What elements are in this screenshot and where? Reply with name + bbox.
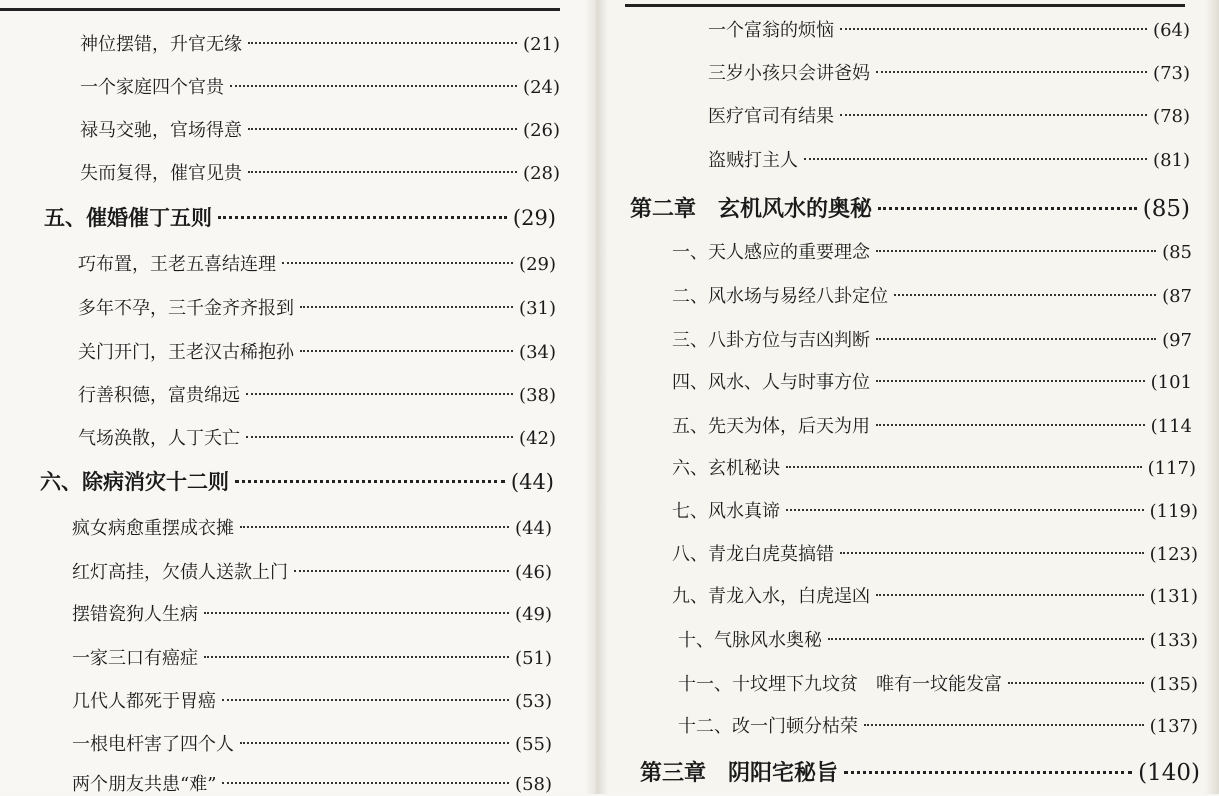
toc-entry[interactable] bbox=[72, 514, 552, 540]
dot-leader bbox=[230, 85, 517, 87]
toc-entry-title: 五、先天为体，后天为用 bbox=[672, 416, 870, 437]
toc-entry-title: 多年不孕，三千金齐齐报到 bbox=[78, 298, 294, 319]
left-header-rule bbox=[0, 8, 560, 11]
toc-entry[interactable] bbox=[708, 102, 1190, 128]
dot-leader bbox=[876, 594, 1144, 596]
dot-leader bbox=[248, 128, 517, 130]
dot-leader bbox=[840, 552, 1144, 554]
dot-leader bbox=[282, 262, 513, 264]
dot-leader bbox=[840, 28, 1147, 30]
dot-leader bbox=[786, 509, 1144, 511]
toc-entry-page: (29) bbox=[519, 254, 556, 275]
toc-entry-title: 十二、改一门顿分枯荣 bbox=[678, 716, 858, 737]
toc-entry-title: 九、青龙入水，白虎逞凶 bbox=[672, 586, 870, 607]
toc-entry-title: 十一、十坟埋下九坟贫 唯有一坟能发富 bbox=[678, 674, 1002, 695]
dot-leader bbox=[246, 436, 513, 438]
toc-chapter-title: 第二章 玄机风水的奥秘 bbox=[630, 196, 873, 222]
dot-leader bbox=[218, 216, 507, 219]
toc-entry[interactable] bbox=[80, 73, 560, 99]
toc-entry-title: 关门开门，王老汉古稀抱孙 bbox=[78, 342, 294, 363]
dot-leader bbox=[804, 158, 1147, 160]
toc-entry-title: 六、玄机秘诀 bbox=[672, 458, 780, 479]
toc-section-page: (29) bbox=[512, 206, 556, 230]
toc-entry-title: 一个富翁的烦恼 bbox=[708, 20, 834, 41]
toc-entry-title: 禄马交驰，官场得意 bbox=[80, 120, 242, 141]
toc-section-title: 六、除病消灾十二则 bbox=[40, 469, 229, 494]
toc-entry[interactable] bbox=[672, 326, 1192, 352]
toc-entry-page: (28) bbox=[523, 163, 560, 184]
toc-entry[interactable] bbox=[80, 30, 560, 56]
toc-entry-title: 盗贼打主人 bbox=[708, 150, 798, 171]
dot-leader bbox=[222, 782, 509, 784]
toc-entry[interactable] bbox=[78, 381, 556, 407]
toc-entry-page: (38) bbox=[519, 385, 556, 406]
dot-leader bbox=[300, 350, 513, 352]
toc-entry[interactable] bbox=[708, 59, 1190, 85]
toc-entry-title: 八、青龙白虎莫搞错 bbox=[672, 544, 834, 565]
dot-leader bbox=[840, 114, 1147, 116]
toc-section[interactable] bbox=[44, 202, 556, 232]
toc-entry[interactable] bbox=[78, 294, 556, 320]
toc-entry-page: (46) bbox=[515, 562, 552, 583]
toc-entry[interactable] bbox=[708, 16, 1190, 42]
right-header-rule bbox=[625, 4, 1185, 7]
toc-entry-title: 巧布置，王老五喜结连理 bbox=[78, 254, 276, 275]
toc-entry-title: 红灯高挂，欠债人送款上门 bbox=[72, 562, 288, 583]
toc-entry-title: 疯女病愈重摆成衣摊 bbox=[72, 518, 234, 539]
dot-leader bbox=[248, 171, 517, 173]
toc-entry[interactable] bbox=[708, 146, 1190, 172]
toc-entry-page: (81) bbox=[1153, 150, 1190, 171]
toc-entry-title: 一根电杆害了四个人 bbox=[72, 734, 234, 755]
toc-entry[interactable] bbox=[672, 282, 1192, 308]
toc-entry-page: (87 bbox=[1162, 286, 1192, 307]
toc-entry-page: (117) bbox=[1147, 458, 1196, 479]
toc-chapter-page: (85) bbox=[1142, 196, 1190, 222]
toc-chapter[interactable] bbox=[640, 756, 1200, 787]
toc-entry[interactable] bbox=[672, 582, 1198, 608]
toc-entry-page: (24) bbox=[523, 77, 560, 98]
toc-entry-title: 医疗官司有结果 bbox=[708, 106, 834, 127]
dot-leader bbox=[240, 742, 509, 744]
dot-leader bbox=[876, 424, 1145, 426]
toc-entry-page: (73) bbox=[1153, 63, 1190, 84]
toc-chapter-title: 第三章 阴阳宅秘旨 bbox=[640, 760, 839, 786]
toc-entry-title: 三、八卦方位与吉凶判断 bbox=[672, 330, 870, 351]
toc-entry-title: 失而复得，催官见贵 bbox=[80, 163, 242, 184]
toc-entry-page: (119) bbox=[1149, 501, 1198, 522]
toc-entry-page: (85 bbox=[1162, 242, 1192, 263]
toc-chapter-page: (140) bbox=[1138, 760, 1200, 786]
page-edge-shadow bbox=[1205, 0, 1219, 794]
toc-entry-page: (44) bbox=[515, 518, 552, 539]
dot-leader bbox=[876, 338, 1156, 340]
toc-entry-title: 七、风水真谛 bbox=[672, 501, 780, 522]
toc-section-title: 五、催婚催丁五则 bbox=[44, 205, 212, 230]
toc-entry[interactable] bbox=[72, 644, 552, 670]
dot-leader bbox=[222, 699, 509, 701]
toc-entry-page: (21) bbox=[523, 34, 560, 55]
toc-section[interactable] bbox=[40, 466, 554, 496]
dot-leader bbox=[246, 393, 513, 395]
dot-leader bbox=[204, 612, 509, 614]
toc-entry-page: (101 bbox=[1150, 372, 1192, 393]
toc-entry[interactable] bbox=[672, 412, 1192, 438]
toc-entry[interactable] bbox=[72, 770, 552, 796]
toc-entry-page: (26) bbox=[523, 120, 560, 141]
toc-entry[interactable] bbox=[72, 730, 552, 756]
toc-entry-page: (34) bbox=[519, 342, 556, 363]
toc-entry[interactable] bbox=[678, 626, 1198, 652]
toc-section-page: (44) bbox=[510, 470, 554, 494]
toc-entry-title: 行善积德，富贵绵远 bbox=[78, 385, 240, 406]
toc-entry[interactable] bbox=[672, 540, 1198, 566]
toc-entry-title: 一个家庭四个官贵 bbox=[80, 77, 224, 98]
dot-leader bbox=[248, 42, 517, 44]
toc-entry-title: 一家三口有癌症 bbox=[72, 648, 198, 669]
toc-entry[interactable] bbox=[78, 338, 556, 364]
dot-leader bbox=[864, 724, 1144, 726]
toc-entry[interactable] bbox=[672, 497, 1198, 523]
toc-entry-title: 两个朋友共患“难” bbox=[72, 774, 217, 795]
toc-entry-page: (55) bbox=[515, 734, 552, 755]
toc-entry-page: (135) bbox=[1149, 674, 1198, 695]
toc-entry[interactable] bbox=[672, 238, 1192, 264]
toc-entry-page: (123) bbox=[1149, 544, 1198, 565]
toc-entry-page: (31) bbox=[519, 298, 556, 319]
toc-entry[interactable] bbox=[678, 670, 1198, 696]
dot-leader bbox=[876, 250, 1156, 252]
dot-leader bbox=[894, 294, 1156, 296]
toc-entry-page: (97 bbox=[1162, 330, 1192, 351]
toc-entry-title: 几代人都死于胃癌 bbox=[72, 691, 216, 712]
toc-entry-page: (58) bbox=[515, 774, 552, 795]
toc-entry-title: 三岁小孩只会讲爸妈 bbox=[708, 63, 870, 84]
toc-entry[interactable] bbox=[72, 687, 552, 713]
dot-leader bbox=[786, 466, 1142, 468]
dot-leader bbox=[240, 526, 509, 528]
toc-entry[interactable] bbox=[72, 558, 552, 584]
toc-entry[interactable] bbox=[72, 600, 552, 626]
toc-entry-title: 二、风水场与易经八卦定位 bbox=[672, 286, 888, 307]
toc-entry-page: (131) bbox=[1149, 586, 1198, 607]
toc-entry-page: (53) bbox=[515, 691, 552, 712]
toc-entry[interactable] bbox=[678, 712, 1198, 738]
dot-leader bbox=[876, 71, 1147, 73]
dot-leader bbox=[876, 380, 1145, 382]
toc-entry-page: (42) bbox=[519, 428, 556, 449]
toc-entry[interactable] bbox=[78, 424, 556, 450]
toc-chapter[interactable] bbox=[630, 192, 1190, 223]
dot-leader bbox=[878, 207, 1137, 210]
toc-entry-title: 四、风水、人与时事方位 bbox=[672, 372, 870, 393]
toc-entry-title: 气场涣散，人丁夭亡 bbox=[78, 428, 240, 449]
dot-leader bbox=[828, 638, 1144, 640]
toc-entry-page: (133) bbox=[1149, 630, 1198, 651]
dot-leader bbox=[300, 306, 513, 308]
toc-entry-title: 一、天人感应的重要理念 bbox=[672, 242, 870, 263]
toc-entry-page: (114 bbox=[1150, 416, 1192, 437]
toc-entry[interactable] bbox=[80, 116, 560, 142]
toc-entry-title: 摆错瓷狗人生病 bbox=[72, 604, 198, 625]
toc-entry[interactable] bbox=[80, 159, 560, 185]
toc-entry-page: (49) bbox=[515, 604, 552, 625]
toc-entry-page: (51) bbox=[515, 648, 552, 669]
toc-entry-page: (64) bbox=[1153, 20, 1190, 41]
book-gutter bbox=[585, 0, 607, 794]
dot-leader bbox=[235, 480, 505, 483]
toc-entry-title: 神位摆错，升官无缘 bbox=[80, 34, 242, 55]
dot-leader bbox=[204, 656, 509, 658]
toc-entry-title: 十、气脉风水奥秘 bbox=[678, 630, 822, 651]
dot-leader bbox=[844, 771, 1132, 774]
toc-entry[interactable] bbox=[672, 454, 1196, 480]
toc-entry-page: (137) bbox=[1149, 716, 1198, 737]
dot-leader bbox=[294, 570, 509, 572]
toc-entry[interactable] bbox=[672, 368, 1192, 394]
toc-entry[interactable] bbox=[78, 250, 556, 276]
dot-leader bbox=[1008, 682, 1144, 684]
toc-entry-page: (78) bbox=[1153, 106, 1190, 127]
